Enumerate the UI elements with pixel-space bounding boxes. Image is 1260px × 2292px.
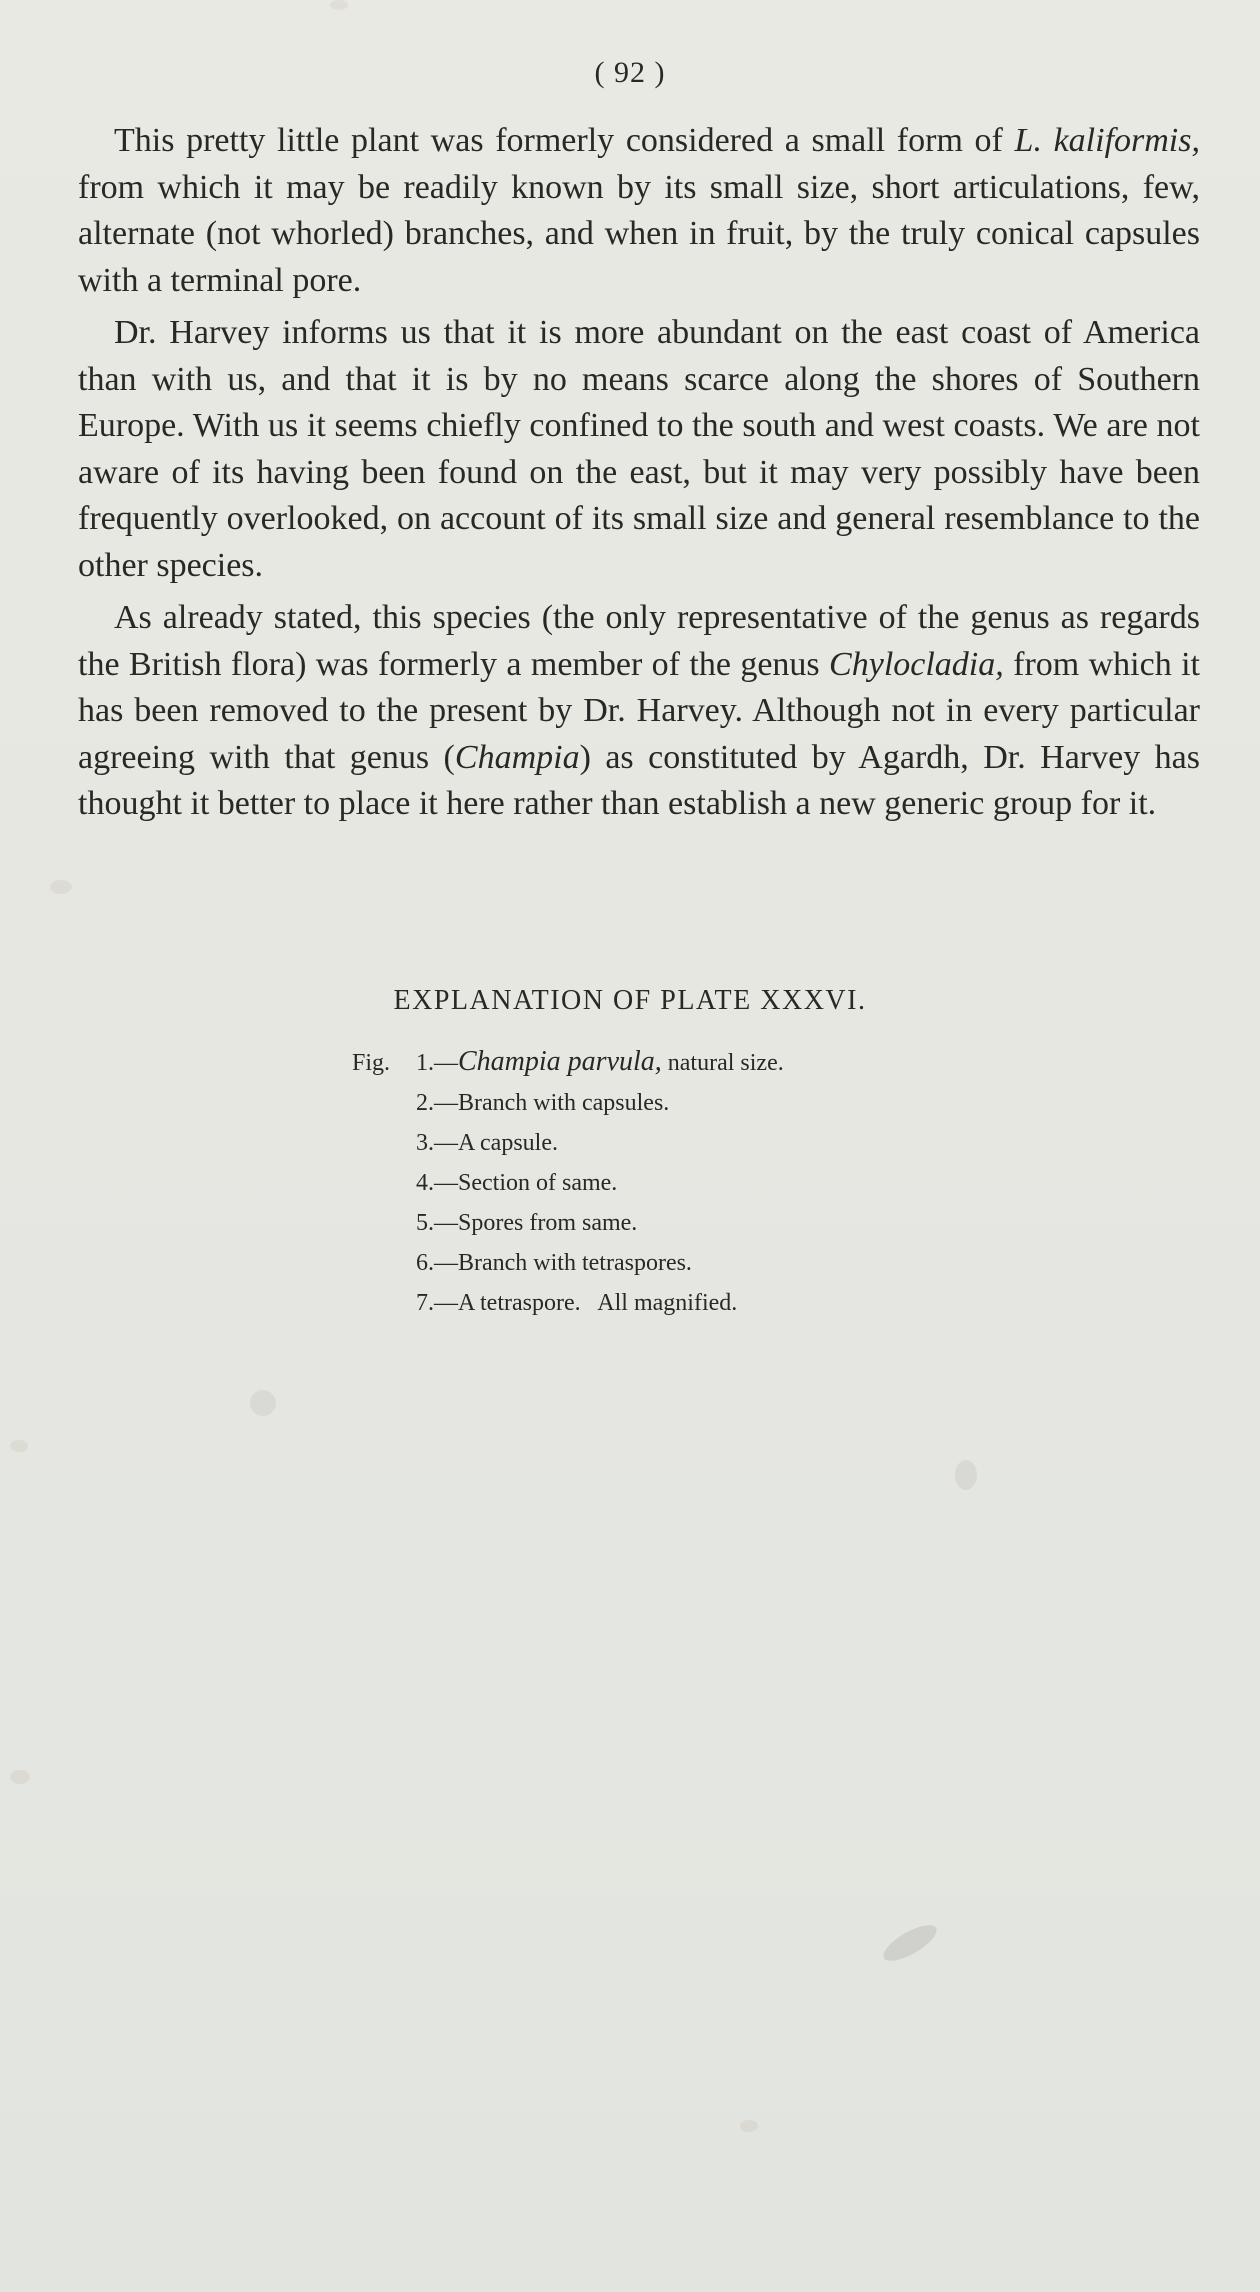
text-run: As already stated, this species (the only representative of the genus as regards the British flora) was formerly a member of the genus [78, 599, 1200, 683]
figure-number: 7.— [416, 1290, 458, 1316]
paragraph [78, 118, 1200, 304]
italic-term: Champia [454, 738, 580, 776]
italic-term: Chylocladia, [829, 645, 1004, 683]
figure-description: A tetraspore. All magnified. [458, 1290, 738, 1316]
figure-item [352, 1203, 1052, 1243]
ink-smudge [879, 1918, 942, 1967]
figure-item [352, 1123, 1052, 1163]
text-run: from which it may be readily known by its small size, short articulations, few, alternate (not whorled) branches, and when in fruit, by the truly conical capsules with a terminal pore. [78, 168, 1200, 299]
figure-description: Branch with tetraspores. [458, 1250, 692, 1276]
figure-number: 1.— [416, 1050, 458, 1076]
figure-number: 5.— [416, 1210, 458, 1236]
paper-stain [955, 1460, 977, 1490]
paper-stain [330, 0, 348, 10]
figure-number: 6.— [416, 1250, 458, 1276]
figure-description: Spores from same. [458, 1210, 638, 1236]
body-text [78, 118, 1200, 828]
figure-description: natural size. [661, 1050, 784, 1076]
figure-number: 4.— [416, 1170, 458, 1196]
figure-description: A capsule. [458, 1130, 558, 1156]
figure-item [352, 1163, 1052, 1203]
figure-description: Branch with capsules. [458, 1090, 670, 1116]
paragraph [78, 310, 1200, 589]
figure-item [352, 1283, 1052, 1323]
page-number: ( 92 ) [594, 56, 666, 89]
paper-stain [740, 2120, 758, 2132]
text-run: This pretty little plant was formerly considered a small form of [114, 122, 1015, 159]
text-run: ) as constituted by Agardh, Dr. Harvey has thought it better to place it here rather than establish a new generic group for it. [78, 738, 1200, 822]
figure-item [352, 1083, 1052, 1123]
figure-number: 3.— [416, 1130, 458, 1156]
italic-term: L. kaliformis, [1014, 122, 1200, 159]
figure-list [352, 1042, 1052, 1323]
figure-number: 2.— [416, 1090, 458, 1116]
text-run: from which it has been removed to the present by Dr. Harvey. Although not in every particular agreeing with that genus ( [78, 645, 1201, 776]
figure-description: Section of same. [458, 1170, 618, 1196]
paper-stain [10, 1770, 30, 1784]
figure-item [352, 1042, 1052, 1083]
plate-explanation-title: EXPLANATION OF PLATE XXXVI. [393, 985, 867, 1016]
figure-species-name: Champia parvula, [458, 1046, 662, 1077]
paper-stain [250, 1390, 276, 1416]
paragraph [78, 595, 1200, 828]
paper-stain [10, 1440, 28, 1452]
text-run: Dr. Harvey informs us that it is more abundant on the east coast of America than with us, and that it is by no means scarce along the shores of Southern Europe. With us it seems chiefly confined to the south and west coasts. We are not aware of its having been found on the east, but it may very possibly have been frequently overlooked, on account of its small size and general resemblance to the other species. [78, 314, 1200, 584]
figure-item [352, 1243, 1052, 1283]
fig-prefix: Fig. [352, 1050, 391, 1076]
paper-stain [50, 880, 72, 894]
